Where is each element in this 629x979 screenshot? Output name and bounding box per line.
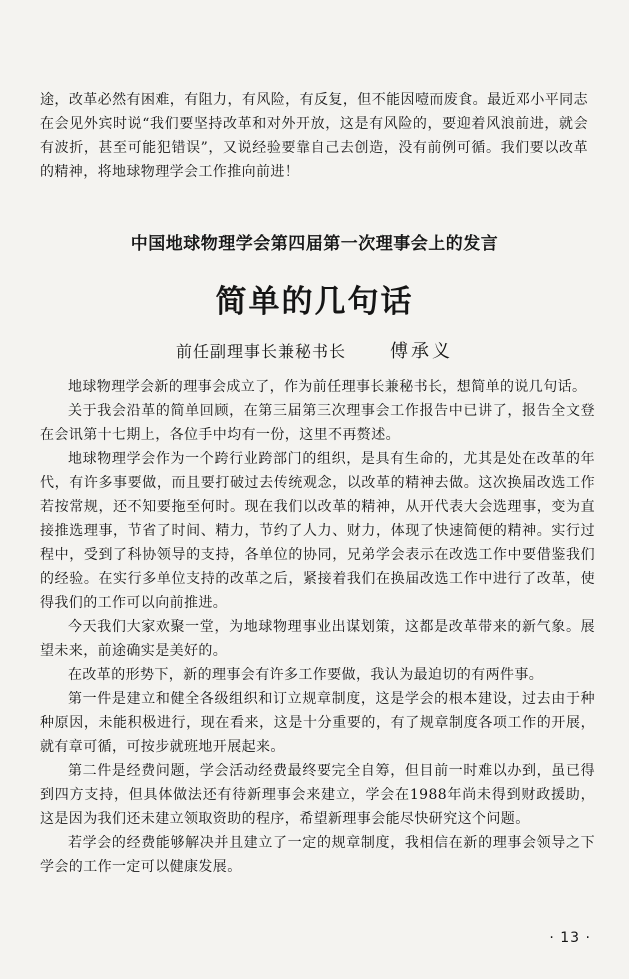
article-title: 简单的几句话	[215, 284, 414, 320]
body-paragraph: 第一件是建立和健全各级组织和订立规章制度，这是学会的根本建设，过去由于种种原因，未能积极进行，现在看来，这是十分重要的，有了规章制度各项工作的开展，就有章可循，可按步就班地开展起来。	[40, 691, 595, 755]
continuation-paragraph: 途，改革必然有困难，有阻力，有风险，有反复，但不能因噎而废食。最近邓小平同志在会见外宾时说“我们要坚持改革和对外开放，这是有风险的，要迎着风浪前进，就会有波折，甚至可能犯错误”，又说经验要靠自己去创造，没有前例可循。我们要以改革的精神，将地球物理学会工作推向前进！	[40, 92, 588, 180]
article-body	[40, 375, 595, 879]
body-paragraph: 地球物理学会新的理事会成立了，作为前任理事长兼秘书长，想简单的说几句话。	[68, 379, 587, 395]
body-paragraph: 第二件是经费问题，学会活动经费最终要完全自筹，但目前一时难以办到，虽已得到四方支持，但具体做法还有待新理事会来建立，学会在1988年尚未得到财政援助，这是因为我们还未建立领取资助的程序，希望新理事会能尽快研究这个问题。	[40, 763, 595, 827]
page-number: · 13 ·	[549, 930, 591, 946]
body-paragraph: 在改革的形势下，新的理事会有许多工作要做，我认为最迫切的有两件事。	[68, 667, 544, 683]
author-line	[0, 337, 629, 363]
author-name: 傅承义	[390, 341, 454, 362]
article-subtitle: 中国地球物理学会第四届第一次理事会上的发言	[130, 234, 499, 254]
author-role: 前任副理事长兼秘书长	[175, 342, 346, 361]
body-paragraph: 地球物理学会作为一个跨行业跨部门的组织，是具有生命的，尤其是处在改革的年代，有许多事要做，而且要打破过去传统观念，以改革的精神去做。这次换届改选工作若按常规，还不知要拖至何时。现在我们以改革的精神，从开代表大会选理事，变为直接推选理事，节省了时间、精力，节约了人力、财力，体现了快速简便的精神。实行过程中，受到了科协领导的支持，各单位的协同，兄弟学会表示在改选工作中要借鉴我们的经验。在实行多单位支持的改革之后，紧接着我们在换届改选工作中进行了改革，使得我们的工作可以向前推进。	[40, 451, 595, 611]
body-paragraph: 若学会的经费能够解决并且建立了一定的规章制度，我相信在新的理事会领导之下学会的工作一定可以健康发展。	[40, 835, 595, 875]
body-paragraph: 今天我们大家欢聚一堂，为地球物理事业出谋划策，这都是改革带来的新气象。展望未来，前途确实是美好的。	[40, 619, 595, 659]
body-paragraph: 关于我会沿革的简单回顾，在第三届第三次理事会工作报告中已讲了，报告全文登在会讯第十七期上，各位手中均有一份，这里不再赘述。	[40, 403, 595, 443]
